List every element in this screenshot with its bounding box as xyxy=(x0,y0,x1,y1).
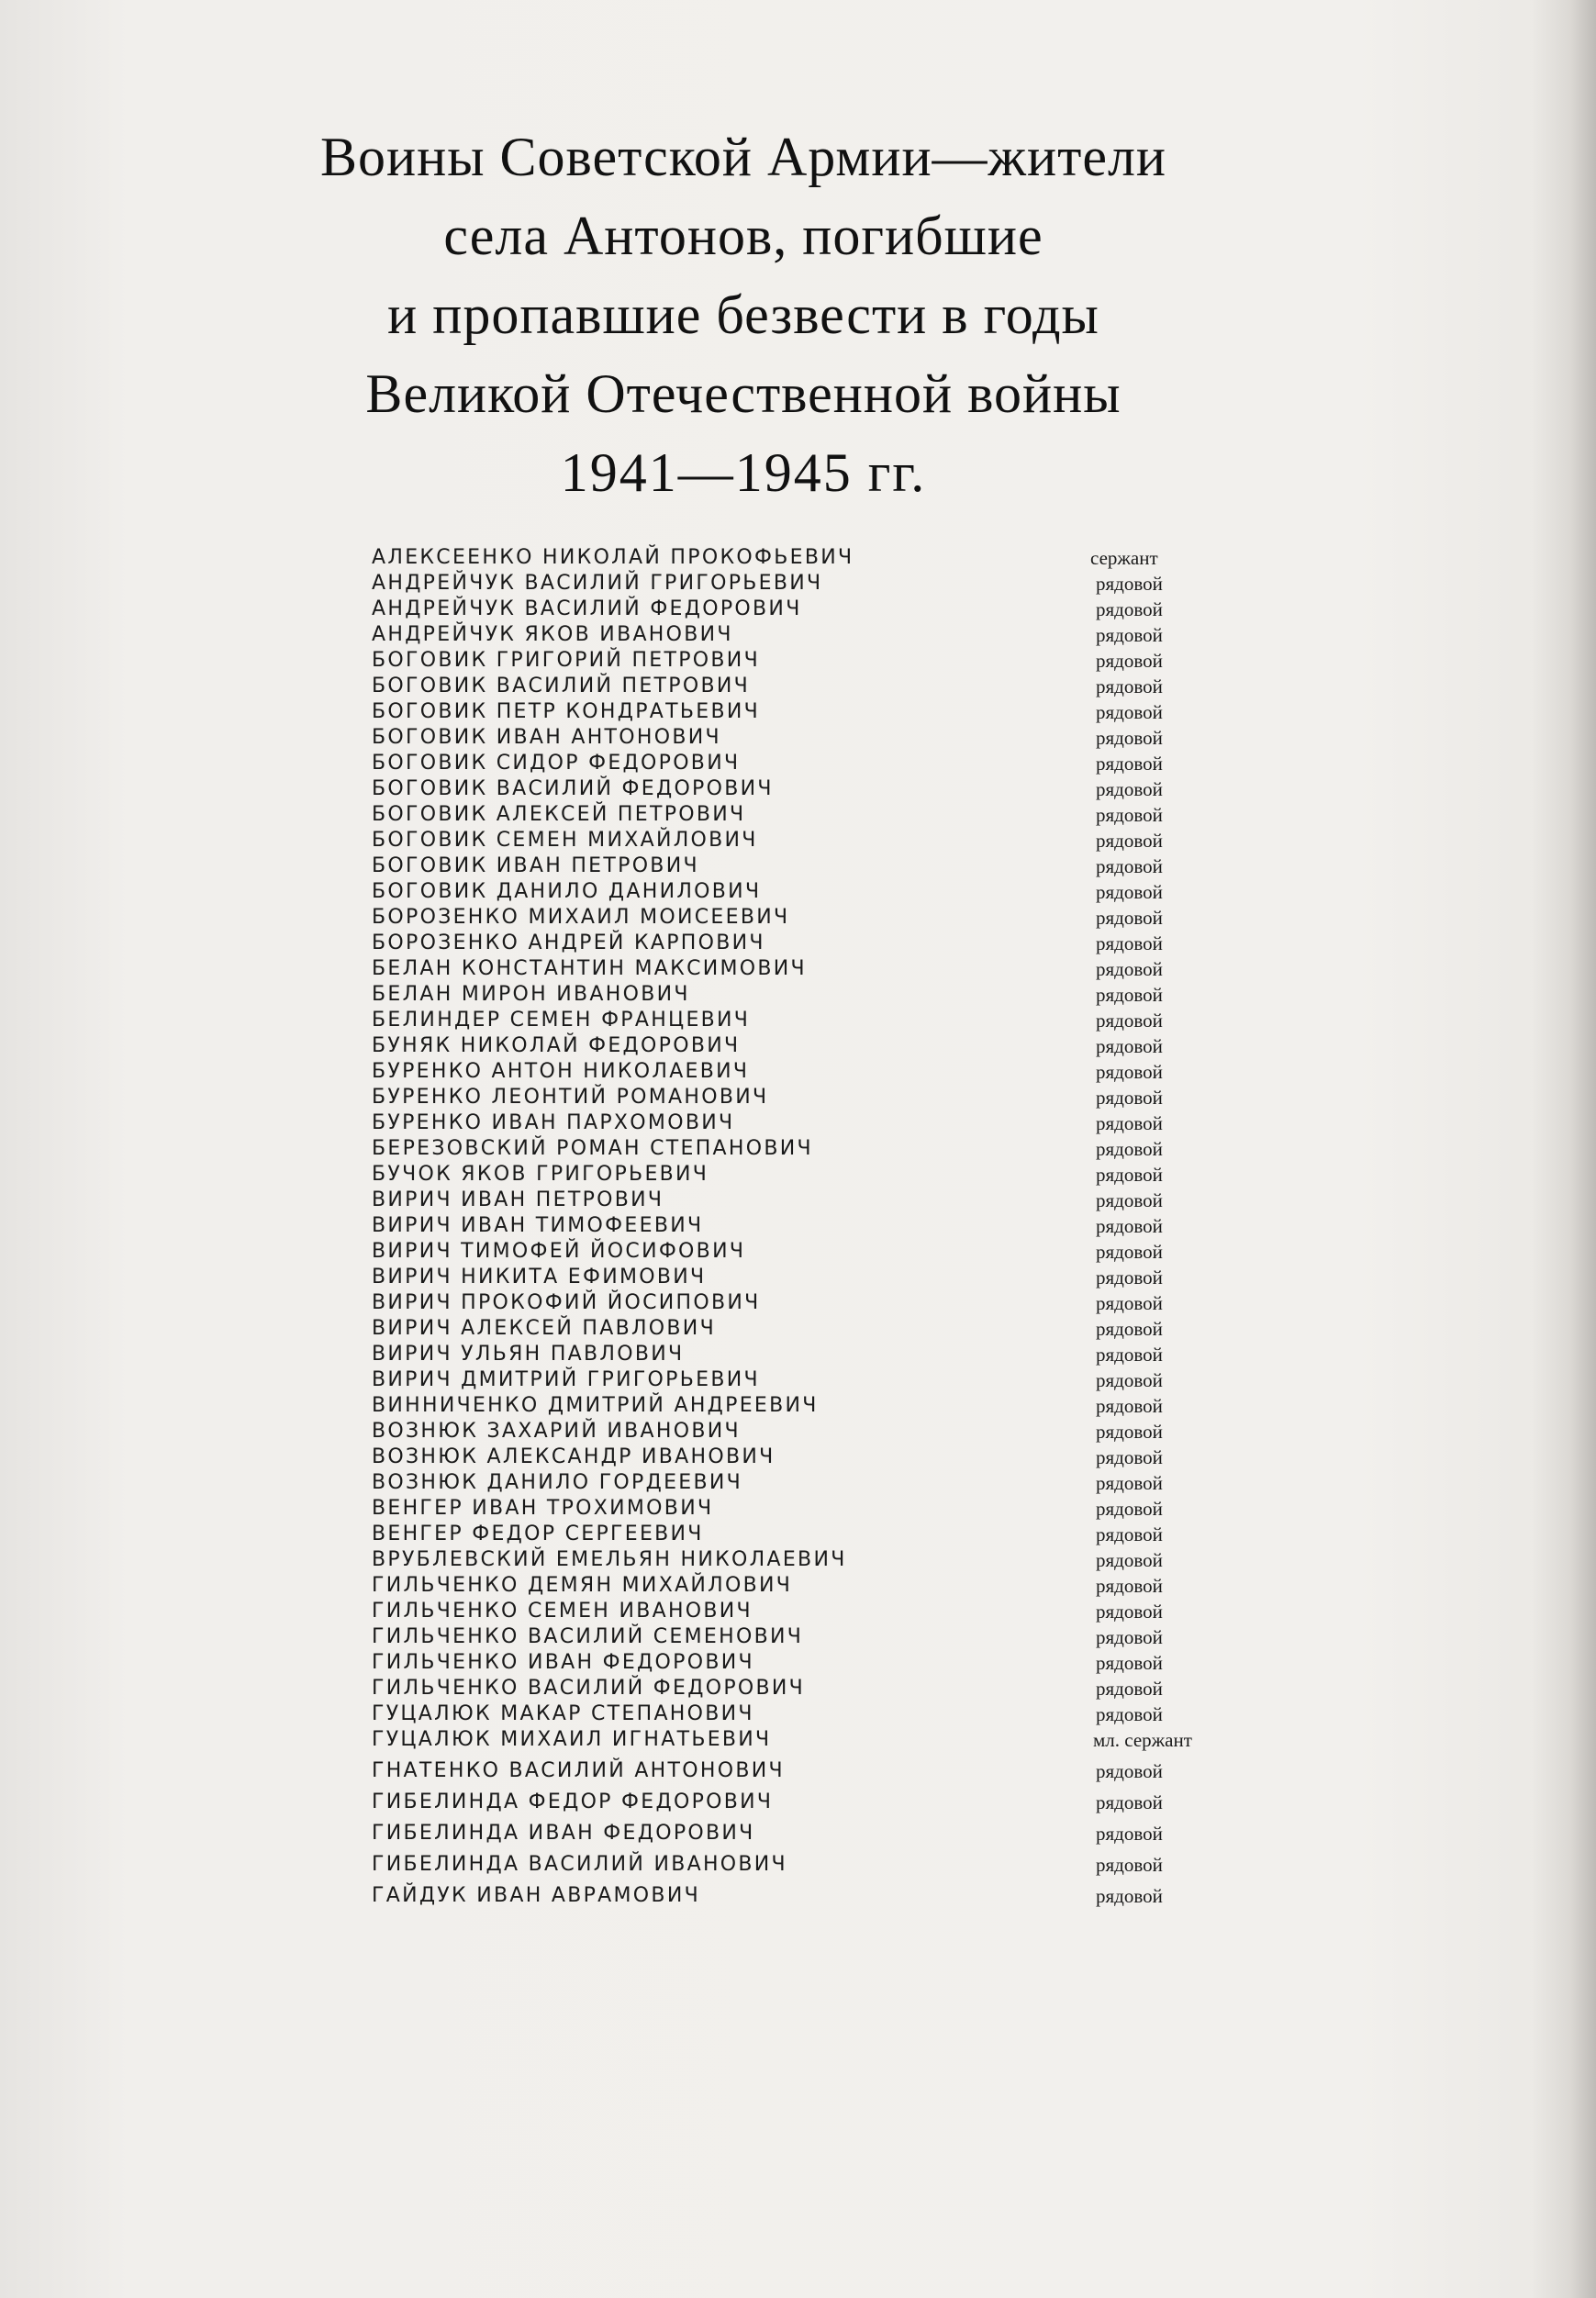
soldier-name: АНДРЕЙЧУК ВАСИЛИЙ ГРИГОРЬЕВИЧ xyxy=(372,572,823,595)
soldier-rank: рядовой xyxy=(1096,675,1163,697)
soldier-name: БЕЛАН МИРОН ИВАНОВИЧ xyxy=(372,983,690,1006)
list-item xyxy=(372,1650,1289,1676)
soldier-rank: рядовой xyxy=(1096,1575,1163,1597)
soldier-rank: рядовой xyxy=(1096,1241,1163,1263)
soldier-name: ГИЛЬЧЕНКО ДЕМЯН МИХАЙЛОВИЧ xyxy=(372,1574,793,1597)
soldier-name: ГИЛЬЧЕНКО СЕМЕН ИВАНОВИЧ xyxy=(372,1600,753,1623)
list-item xyxy=(372,982,1289,1008)
list-item xyxy=(372,1470,1289,1496)
list-item xyxy=(372,1758,1289,1790)
soldier-rank: рядовой xyxy=(1096,1164,1163,1186)
soldier-name: БУНЯК НИКОЛАЙ ФЕДОРОВИЧ xyxy=(372,1034,741,1057)
soldier-rank: рядовой xyxy=(1096,855,1163,877)
soldier-name: БОГОВИК ВАСИЛИЙ ФЕДОРОВИЧ xyxy=(372,777,774,800)
soldier-rank: рядовой xyxy=(1096,1112,1163,1134)
soldier-name: ВОЗНЮК ДАНИЛО ГОРДЕЕВИЧ xyxy=(372,1471,743,1494)
soldier-rank: рядовой xyxy=(1096,598,1163,620)
soldier-name: ГУЦАЛЮК МАКАР СТЕПАНОВИЧ xyxy=(372,1702,754,1725)
soldier-rank: рядовой xyxy=(1096,1344,1163,1366)
list-item xyxy=(372,1033,1289,1059)
list-item xyxy=(372,674,1289,699)
list-item xyxy=(372,1445,1289,1470)
list-item xyxy=(372,1522,1289,1547)
soldier-name: БУРЕНКО ЛЕОНТИЙ РОМАНОВИЧ xyxy=(372,1086,769,1109)
list-item xyxy=(372,1316,1289,1342)
soldier-rank: рядовой xyxy=(1096,1823,1163,1845)
soldier-name: БУРЕНКО АНТОН НИКОЛАЕВИЧ xyxy=(372,1060,750,1083)
soldier-name: ГИЛЬЧЕНКО ВАСИЛИЙ ФЕДОРОВИЧ xyxy=(372,1677,806,1700)
soldier-rank: рядовой xyxy=(1096,830,1163,852)
list-item xyxy=(372,1573,1289,1599)
soldier-rank: рядовой xyxy=(1096,624,1163,646)
soldier-rank: рядовой xyxy=(1096,1760,1163,1782)
list-item xyxy=(372,1496,1289,1522)
title-line: Воины Советской Армии—жители xyxy=(319,127,1167,187)
soldier-rank: рядовой xyxy=(1096,1652,1163,1674)
list-item xyxy=(372,1852,1289,1883)
soldier-name: ВЕНГЕР ИВАН ТРОХИМОВИЧ xyxy=(372,1497,714,1520)
list-item xyxy=(372,879,1289,905)
soldier-rank: рядовой xyxy=(1096,1395,1163,1417)
list-item xyxy=(372,853,1289,879)
list-item xyxy=(372,1213,1289,1239)
list-item xyxy=(372,1790,1289,1821)
soldier-rank: рядовой xyxy=(1096,1318,1163,1340)
list-item xyxy=(372,905,1289,931)
list-item xyxy=(372,1290,1289,1316)
soldier-name: ВИРИЧ АЛЕКСЕЙ ПАВЛОВИЧ xyxy=(372,1317,716,1340)
soldier-name: ГИБЕЛИНДА ВАСИЛИЙ ИВАНОВИЧ xyxy=(372,1853,787,1876)
list-item xyxy=(372,1701,1289,1727)
page-title xyxy=(239,117,1248,512)
soldier-rank: рядовой xyxy=(1096,1035,1163,1057)
soldier-rank: рядовой xyxy=(1096,778,1163,800)
soldier-list xyxy=(372,545,1289,1914)
soldier-rank: рядовой xyxy=(1096,1010,1163,1032)
soldier-rank: рядовой xyxy=(1096,1266,1163,1288)
soldier-rank: рядовой xyxy=(1096,1421,1163,1443)
list-item xyxy=(372,956,1289,982)
soldier-name: БОГОВИК ИВАН ПЕТРОВИЧ xyxy=(372,854,699,877)
list-item xyxy=(372,1727,1289,1758)
soldier-name: БОГОВИК ВАСИЛИЙ ПЕТРОВИЧ xyxy=(372,675,751,697)
soldier-rank: рядовой xyxy=(1096,1885,1163,1907)
soldier-name: БОГОВИК АЛЕКСЕЙ ПЕТРОВИЧ xyxy=(372,803,746,826)
soldier-name: ГИБЕЛИНДА ИВАН ФЕДОРОВИЧ xyxy=(372,1822,755,1845)
soldier-rank: рядовой xyxy=(1096,701,1163,723)
soldier-rank: рядовой xyxy=(1096,1791,1163,1813)
soldier-name: ВЕНГЕР ФЕДОР СЕРГЕЕВИЧ xyxy=(372,1523,704,1545)
title-line: Великой Отечественной войны xyxy=(365,363,1122,424)
list-item xyxy=(372,931,1289,956)
list-item xyxy=(372,776,1289,802)
list-item xyxy=(372,1110,1289,1136)
list-item xyxy=(372,725,1289,751)
soldier-rank: рядовой xyxy=(1096,1292,1163,1314)
soldier-rank: рядовой xyxy=(1096,650,1163,672)
list-item xyxy=(372,1883,1289,1914)
list-item xyxy=(372,1136,1289,1162)
list-item xyxy=(372,1419,1289,1445)
soldier-name: ВИРИЧ НИКИТА ЕФИМОВИЧ xyxy=(372,1266,707,1288)
soldier-rank: рядовой xyxy=(1096,1215,1163,1237)
list-item xyxy=(372,1599,1289,1624)
list-item xyxy=(372,1059,1289,1085)
title-line: и пропавшие безвести в годы xyxy=(387,284,1099,345)
soldier-rank: рядовой xyxy=(1096,1601,1163,1623)
soldier-name: ВИННИЧЕНКО ДМИТРИЙ АНДРЕЕВИЧ xyxy=(372,1394,819,1417)
soldier-name: ВОЗНЮК ЗАХАРИЙ ИВАНОВИЧ xyxy=(372,1420,741,1443)
list-item xyxy=(372,1393,1289,1419)
soldier-name: ВИРИЧ ДМИТРИЙ ГРИГОРЬЕВИЧ xyxy=(372,1368,760,1391)
soldier-name: ВРУБЛЕВСКИЙ ЕМЕЛЬЯН НИКОЛАЕВИЧ xyxy=(372,1548,847,1571)
list-item xyxy=(372,597,1289,622)
list-item xyxy=(372,828,1289,853)
soldier-name: АНДРЕЙЧУК ВАСИЛИЙ ФЕДОРОВИЧ xyxy=(372,597,802,620)
list-item xyxy=(372,751,1289,776)
soldier-name: БУЧОК ЯКОВ ГРИГОРЬЕВИЧ xyxy=(372,1163,709,1186)
soldier-name: ГИЛЬЧЕНКО ИВАН ФЕДОРОВИЧ xyxy=(372,1651,754,1674)
soldier-rank: рядовой xyxy=(1096,1472,1163,1494)
soldier-name: БОРОЗЕНКО АНДРЕЙ КАРПОВИЧ xyxy=(372,931,765,954)
soldier-rank: рядовой xyxy=(1096,1061,1163,1083)
list-item xyxy=(372,1008,1289,1033)
soldier-name: БЕРЕЗОВСКИЙ РОМАН СТЕПАНОВИЧ xyxy=(372,1137,813,1160)
list-item xyxy=(372,1821,1289,1852)
soldier-name: ВИРИЧ ИВАН ТИМОФЕЕВИЧ xyxy=(372,1214,704,1237)
soldier-name: ГИБЕЛИНДА ФЕДОР ФЕДОРОВИЧ xyxy=(372,1790,774,1813)
soldier-rank: рядовой xyxy=(1096,1087,1163,1109)
soldier-rank: рядовой xyxy=(1096,958,1163,980)
list-item xyxy=(372,1624,1289,1650)
list-item xyxy=(372,699,1289,725)
soldier-name: ВОЗНЮК АЛЕКСАНДР ИВАНОВИЧ xyxy=(372,1445,776,1468)
soldier-rank: рядовой xyxy=(1096,932,1163,954)
soldier-rank: рядовой xyxy=(1096,1369,1163,1391)
soldier-name: БОГОВИК СЕМЕН МИХАЙЛОВИЧ xyxy=(372,829,758,852)
soldier-rank: рядовой xyxy=(1096,1189,1163,1211)
list-item xyxy=(372,1547,1289,1573)
list-item xyxy=(372,1367,1289,1393)
soldier-name: ГУЦАЛЮК МИХАИЛ ИГНАТЬЕВИЧ xyxy=(372,1728,772,1751)
soldier-rank: рядовой xyxy=(1096,727,1163,749)
soldier-name: БУРЕНКО ИВАН ПАРХОМОВИЧ xyxy=(372,1111,735,1134)
list-item xyxy=(372,545,1289,571)
list-item xyxy=(372,1676,1289,1701)
soldier-rank: рядовой xyxy=(1096,1446,1163,1468)
soldier-name: БОГОВИК ДАНИЛО ДАНИЛОВИЧ xyxy=(372,880,762,903)
soldier-name: ВИРИЧ ИВАН ПЕТРОВИЧ xyxy=(372,1188,664,1211)
soldier-name: АНДРЕЙЧУК ЯКОВ ИВАНОВИЧ xyxy=(372,623,733,646)
soldier-rank: рядовой xyxy=(1096,881,1163,903)
soldier-name: БОРОЗЕНКО МИХАИЛ МОИСЕЕВИЧ xyxy=(372,906,790,929)
list-item xyxy=(372,1342,1289,1367)
list-item xyxy=(372,571,1289,597)
soldier-rank: рядовой xyxy=(1096,1138,1163,1160)
soldier-name: АЛЕКСЕЕНКО НИКОЛАЙ ПРОКОФЬЕВИЧ xyxy=(372,546,854,569)
list-item xyxy=(372,1188,1289,1213)
soldier-rank: рядовой xyxy=(1096,907,1163,929)
soldier-rank: рядовой xyxy=(1096,1549,1163,1571)
title-line: села Антонов, погибшие xyxy=(443,206,1044,266)
list-item xyxy=(372,1265,1289,1290)
list-item xyxy=(372,1085,1289,1110)
soldier-rank: сержант xyxy=(1090,547,1158,569)
soldier-name: БОГОВИК ПЕТР КОНДРАТЬЕВИЧ xyxy=(372,700,760,723)
soldier-rank: рядовой xyxy=(1096,1626,1163,1648)
soldier-rank: рядовой xyxy=(1096,1523,1163,1545)
soldier-name: ВИРИЧ УЛЬЯН ПАВЛОВИЧ xyxy=(372,1343,685,1366)
soldier-rank: рядовой xyxy=(1096,1678,1163,1700)
list-item xyxy=(372,1162,1289,1188)
soldier-rank: рядовой xyxy=(1096,1703,1163,1725)
page-edge-shadow xyxy=(1532,0,1596,2298)
soldier-name: ГАЙДУК ИВАН АВРАМОВИЧ xyxy=(372,1884,700,1907)
soldier-rank: рядовой xyxy=(1096,753,1163,775)
list-item xyxy=(372,802,1289,828)
soldier-rank: рядовой xyxy=(1096,1498,1163,1520)
soldier-rank: рядовой xyxy=(1096,573,1163,595)
soldier-name: ГИЛЬЧЕНКО ВАСИЛИЙ СЕМЕНОВИЧ xyxy=(372,1625,804,1648)
soldier-name: БОГОВИК ГРИГОРИЙ ПЕТРОВИЧ xyxy=(372,649,760,672)
soldier-name: БОГОВИК СИДОР ФЕДОРОВИЧ xyxy=(372,752,741,775)
soldier-name: БЕЛИНДЕР СЕМЕН ФРАНЦЕВИЧ xyxy=(372,1009,751,1032)
soldier-name: БЕЛАН КОНСТАНТИН МАКСИМОВИЧ xyxy=(372,957,807,980)
list-item xyxy=(372,622,1289,648)
soldier-rank: рядовой xyxy=(1096,984,1163,1006)
soldier-rank: рядовой xyxy=(1096,1854,1163,1876)
soldier-name: ВИРИЧ ПРОКОФИЙ ЙОСИПОВИЧ xyxy=(372,1291,761,1314)
soldier-name: ВИРИЧ ТИМОФЕЙ ЙОСИФОВИЧ xyxy=(372,1240,746,1263)
list-item xyxy=(372,1239,1289,1265)
soldier-name: ГНАТЕНКО ВАСИЛИЙ АНТОНОВИЧ xyxy=(372,1759,785,1782)
soldier-name: БОГОВИК ИВАН АНТОНОВИЧ xyxy=(372,726,721,749)
title-years: 1941—1945 гг. xyxy=(560,442,927,503)
list-item xyxy=(372,648,1289,674)
soldier-rank: мл. сержант xyxy=(1093,1729,1192,1751)
soldier-rank: рядовой xyxy=(1096,804,1163,826)
